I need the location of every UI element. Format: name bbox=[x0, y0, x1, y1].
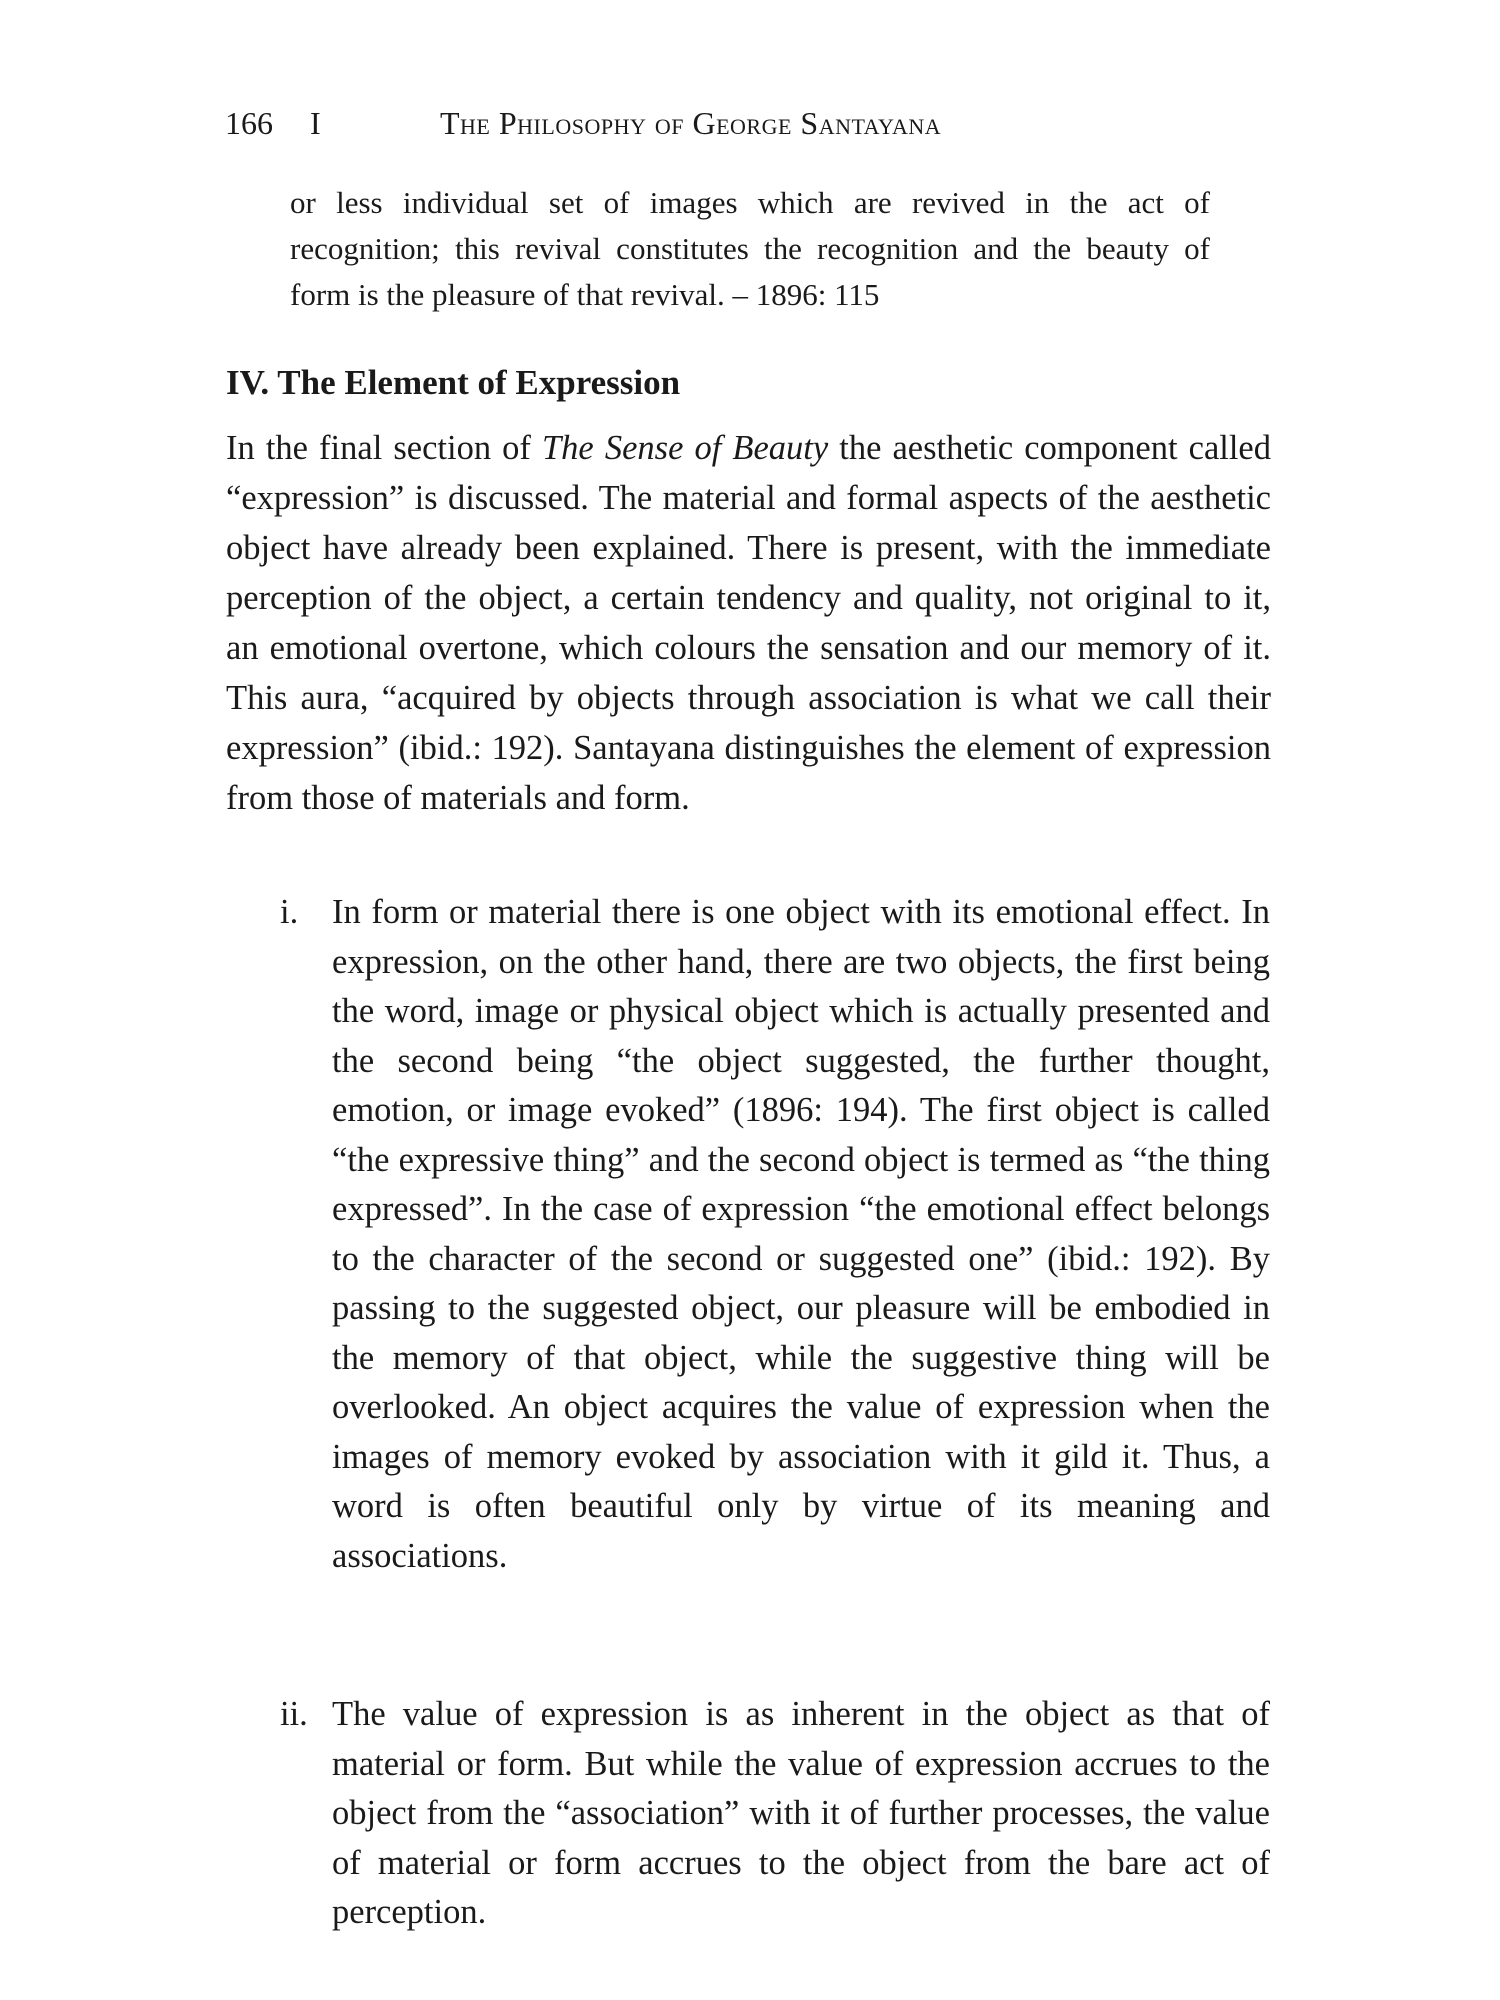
paragraph-intro: In the final section of bbox=[226, 429, 542, 467]
running-title: The Philosophy of George Santayana bbox=[440, 105, 942, 141]
body-paragraph bbox=[226, 423, 1271, 823]
section-heading: IV. The Element of Expression bbox=[226, 363, 681, 402]
list-marker: i. bbox=[280, 893, 299, 931]
block-quote: or less individual set of images which are revived in the act of recognition; this revival constitutes the recognition and the beauty of form is the pleasure of that revival. – 1896: 115 bbox=[290, 185, 1210, 312]
list-item bbox=[280, 888, 1270, 1581]
page-number: 166 bbox=[225, 105, 273, 141]
list-marker: ii. bbox=[280, 1695, 308, 1733]
book-title: The Sense of Beauty bbox=[542, 429, 829, 467]
running-head bbox=[225, 98, 1275, 148]
list-item bbox=[280, 1690, 1270, 1938]
paragraph-rest: the aesthetic component called “expression” is discussed. The material and formal aspects of the aesthetic object have already been explained. There is present, with the immediate perception of the object, a certain tendency and quality, not original to it, an emotional overtone, which colours the sensation and our memory of it. This aura, “acquired by objects through association is what we call their expression” (ibid.: 192). Santayana distinguishes the element of expression from those of materials and form. bbox=[226, 429, 1271, 817]
list-item-text: The value of expression is as inherent in the object as that of material or form. But while the value of expression accrues to the object from the “association” with it of further processes, the value of material or form accrues to the object from the bare act of perception. bbox=[332, 1695, 1270, 1931]
header-separator: I bbox=[310, 105, 321, 141]
list-item-text: In form or material there is one object with its emotional effect. In expression, on the other hand, there are two objects, the first being the word, image or physical object which is actually presented and the second being “the object suggested, the further thought, emotion, or image evoked” (1896: 194). The first object is called “the expressive thing” and the second object is termed as “the thing expressed”. In the case of expression “the emotional effect belongs to the character of the second or suggested one” (ibid.: 192). By passing to the suggested object, our pleasure will be embodied in the memory of that object, while the suggestive thing will be overlooked. An object acquires the value of expression when the images of memory evoked by association with it gild it. Thus, a word is often beautiful only by virtue of its meaning and associations. bbox=[332, 893, 1270, 1575]
